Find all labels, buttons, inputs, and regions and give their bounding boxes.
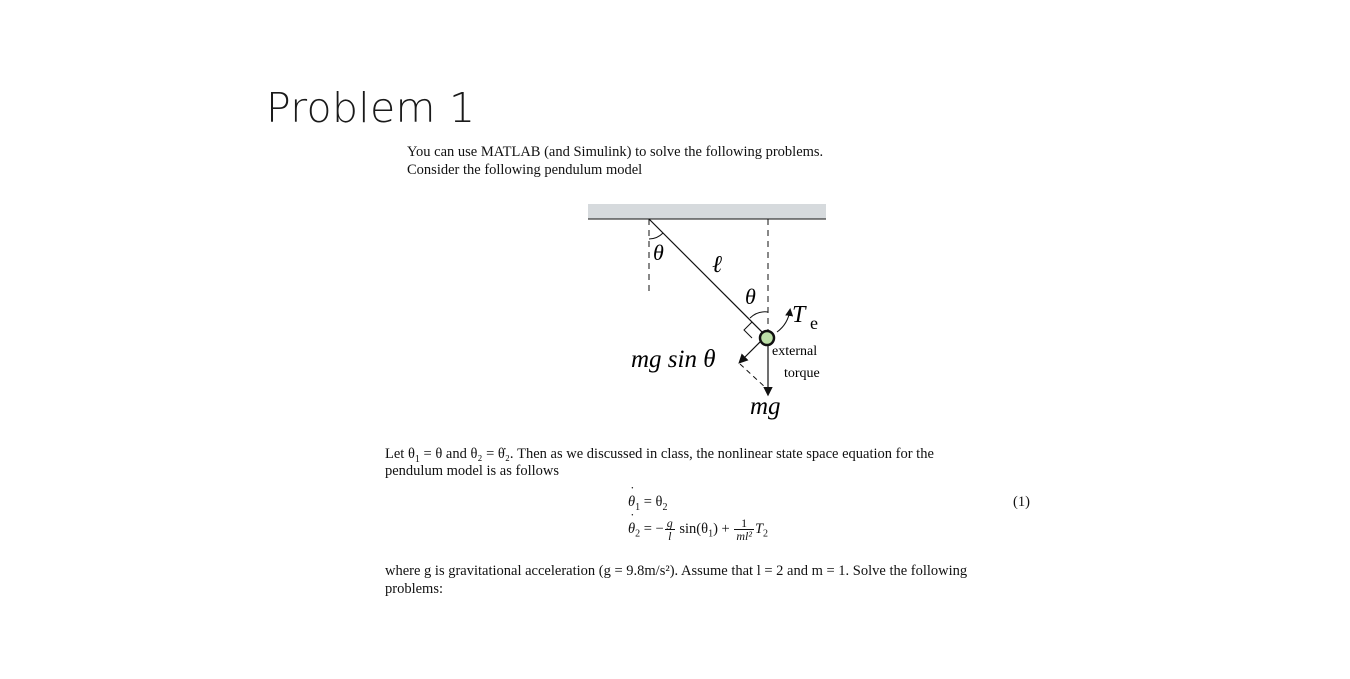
page-title: Problem 1: [266, 84, 476, 132]
external-label: external: [772, 344, 818, 359]
torque-arrow: [777, 310, 790, 332]
mg-label: mg: [750, 393, 781, 420]
ell-label: ℓ: [712, 252, 722, 278]
paragraph-2-line-1: where g is gravitational acceleration (g = 9.8m/s²). Assume that l = 2 and m = 1. Solve the following: [385, 563, 968, 579]
paragraph-1-line-1: Let $\theta_1 = \theta$ and θ₂ = θ̇₂. Then as we discussed in class, the nonlinear state space equation for the: [385, 446, 934, 465]
torque-subscript: e: [810, 313, 818, 333]
paragraph-2-line-2: problems:: [385, 581, 443, 597]
equation-number: (1): [1013, 494, 1030, 510]
theta-top-label: θ: [653, 240, 664, 265]
intro-line-1: You can use MATLAB (and Simulink) to solve the following problems.: [407, 144, 824, 160]
pendulum-diagram: [580, 196, 840, 428]
equation-1: ˙ $\theta_1 = \theta_2$: [628, 494, 668, 513]
torque-label: torque: [784, 366, 820, 381]
mg-sin-label: mg sin θ: [631, 346, 716, 373]
intro-line-2: Consider the following pendulum model: [407, 162, 643, 178]
ceiling: [588, 204, 826, 219]
pendulum-bob: [760, 331, 774, 345]
equation-2: ˙ $\theta_2$ = − $\frac{g}{l}$ $\sin(\theta_1)$ + $\frac{1}{\text{ml²}}$ $T_2$: [628, 517, 768, 542]
torque-symbol: T: [792, 302, 806, 328]
pendulum-rod: [649, 219, 766, 336]
paragraph-1-line-2: pendulum model is as follows: [385, 463, 559, 479]
theta-bottom-label: θ: [745, 284, 756, 309]
